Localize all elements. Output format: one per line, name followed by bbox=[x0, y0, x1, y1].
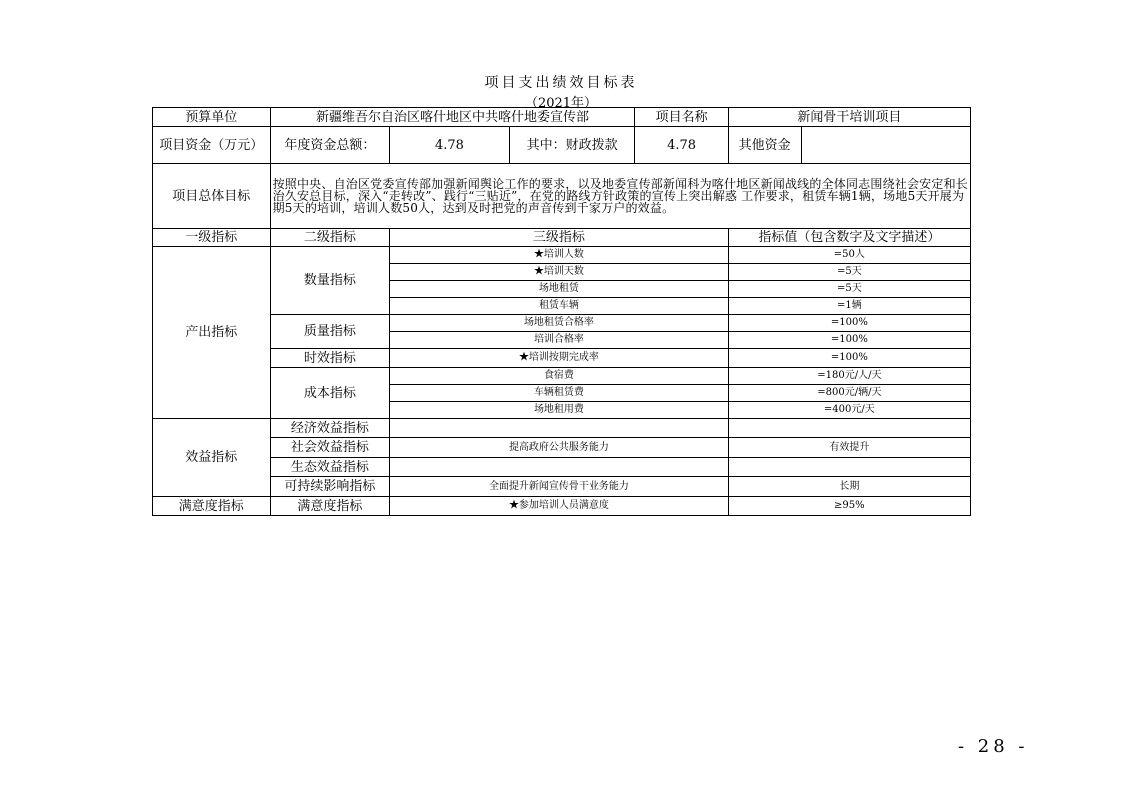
fiscal-label: 其中：财政拨款 bbox=[509, 127, 635, 164]
header-level2: 二级指标 bbox=[270, 229, 390, 247]
info-row-funds bbox=[153, 127, 971, 164]
table-row bbox=[153, 368, 971, 385]
value-cell: =5天 bbox=[728, 281, 970, 298]
value-cell: ≥95% bbox=[728, 497, 970, 516]
info-row-unit bbox=[153, 108, 971, 127]
indicator-cell: 食宿费 bbox=[390, 368, 729, 385]
annual-total-label: 年度资金总额： bbox=[270, 127, 390, 164]
table-row bbox=[153, 458, 971, 477]
table-row bbox=[153, 315, 971, 332]
table-row bbox=[153, 419, 971, 438]
value-cell: 长期 bbox=[728, 477, 970, 497]
project-name-value: 新闻骨干培训项目 bbox=[728, 108, 970, 127]
group-output: 产出指标 bbox=[153, 247, 271, 419]
table-row bbox=[153, 497, 971, 516]
sub-social: 社会效益指标 bbox=[270, 438, 390, 458]
page-number: - 28 - bbox=[958, 736, 1029, 757]
fiscal-value: 4.78 bbox=[635, 127, 728, 164]
indicator-cell: ★参加培训人员满意度 bbox=[390, 497, 729, 516]
sub-satisfaction: 满意度指标 bbox=[270, 497, 390, 516]
indicator-cell: ★培训天数 bbox=[390, 264, 729, 281]
indicator-cell: ★培训按期完成率 bbox=[390, 349, 729, 368]
table-row bbox=[153, 349, 971, 368]
sub-sustainable: 可持续影响指标 bbox=[270, 477, 390, 497]
indicator-cell: 场地租赁合格率 bbox=[390, 315, 729, 332]
value-cell: =5天 bbox=[728, 264, 970, 281]
budget-unit-label: 预算单位 bbox=[153, 108, 271, 127]
value-cell: =50人 bbox=[728, 247, 970, 264]
header-row bbox=[153, 229, 971, 247]
page-title: 项目支出绩效目标表 bbox=[484, 75, 638, 91]
value-cell: =100% bbox=[728, 332, 970, 349]
sub-timeliness: 时效指标 bbox=[270, 349, 390, 368]
value-cell bbox=[728, 419, 970, 438]
sub-quantity: 数量指标 bbox=[270, 247, 390, 315]
table-row bbox=[153, 438, 971, 458]
funds-label: 项目资金（万元） bbox=[153, 127, 271, 164]
goal-text: 按照中央、自治区党委宣传部加强新闻舆论工作的要求，以及地委宣传部新闻科为喀什地区新闻战线的全体同志围绕社会安定和长治久安总目标，深入“走转改”、践行“三贴近”，在党的路线方针政策的宣传上突出解惑 工作要求，租赁车辆1辆，场地5天开展为期5天的培训，培训人数50人，达到及时把党的声音传到千家万户的效益。 bbox=[270, 164, 970, 229]
indicator-cell: ★培训人数 bbox=[390, 247, 729, 264]
year-subtitle: （2021年） bbox=[524, 96, 598, 111]
other-funds-value bbox=[801, 127, 970, 164]
indicator-cell: 全面提升新闻宣传骨干业务能力 bbox=[390, 477, 729, 497]
group-benefit: 效益指标 bbox=[153, 419, 271, 497]
indicator-cell: 场地租赁 bbox=[390, 281, 729, 298]
header-level1: 一级指标 bbox=[153, 229, 271, 247]
table-row bbox=[153, 477, 971, 497]
indicator-cell: 租赁车辆 bbox=[390, 298, 729, 315]
indicator-cell bbox=[390, 458, 729, 477]
budget-unit-value: 新疆维吾尔自治区喀什地区中共喀什地委宣传部 bbox=[270, 108, 635, 127]
info-row-goal bbox=[153, 164, 971, 229]
annual-total-value: 4.78 bbox=[390, 127, 510, 164]
indicator-cell: 培训合格率 bbox=[390, 332, 729, 349]
header-level3: 三级指标 bbox=[390, 229, 729, 247]
table-row bbox=[153, 247, 971, 264]
sub-economic: 经济效益指标 bbox=[270, 419, 390, 438]
sub-ecological: 生态效益指标 bbox=[270, 458, 390, 477]
indicator-cell: 场地租用费 bbox=[390, 402, 729, 419]
sub-quality: 质量指标 bbox=[270, 315, 390, 349]
project-name-label: 项目名称 bbox=[635, 108, 728, 127]
value-cell bbox=[728, 458, 970, 477]
value-cell: =100% bbox=[728, 315, 970, 332]
other-funds-label: 其他资金 bbox=[728, 127, 801, 164]
value-cell: =1辆 bbox=[728, 298, 970, 315]
group-satisfaction: 满意度指标 bbox=[153, 497, 271, 516]
sub-cost: 成本指标 bbox=[270, 368, 390, 419]
indicator-cell: 提高政府公共服务能力 bbox=[390, 438, 729, 458]
value-cell: 有效提升 bbox=[728, 438, 970, 458]
indicator-cell bbox=[390, 419, 729, 438]
value-cell: =180元/人/天 bbox=[728, 368, 970, 385]
value-cell: =100% bbox=[728, 349, 970, 368]
goal-label: 项目总体目标 bbox=[153, 164, 271, 229]
indicator-cell: 车辆租赁费 bbox=[390, 385, 729, 402]
header-value: 指标值（包含数字及文字描述） bbox=[728, 229, 970, 247]
value-cell: =400元/天 bbox=[728, 402, 970, 419]
performance-table bbox=[152, 107, 971, 516]
value-cell: =800元/辆/天 bbox=[728, 385, 970, 402]
